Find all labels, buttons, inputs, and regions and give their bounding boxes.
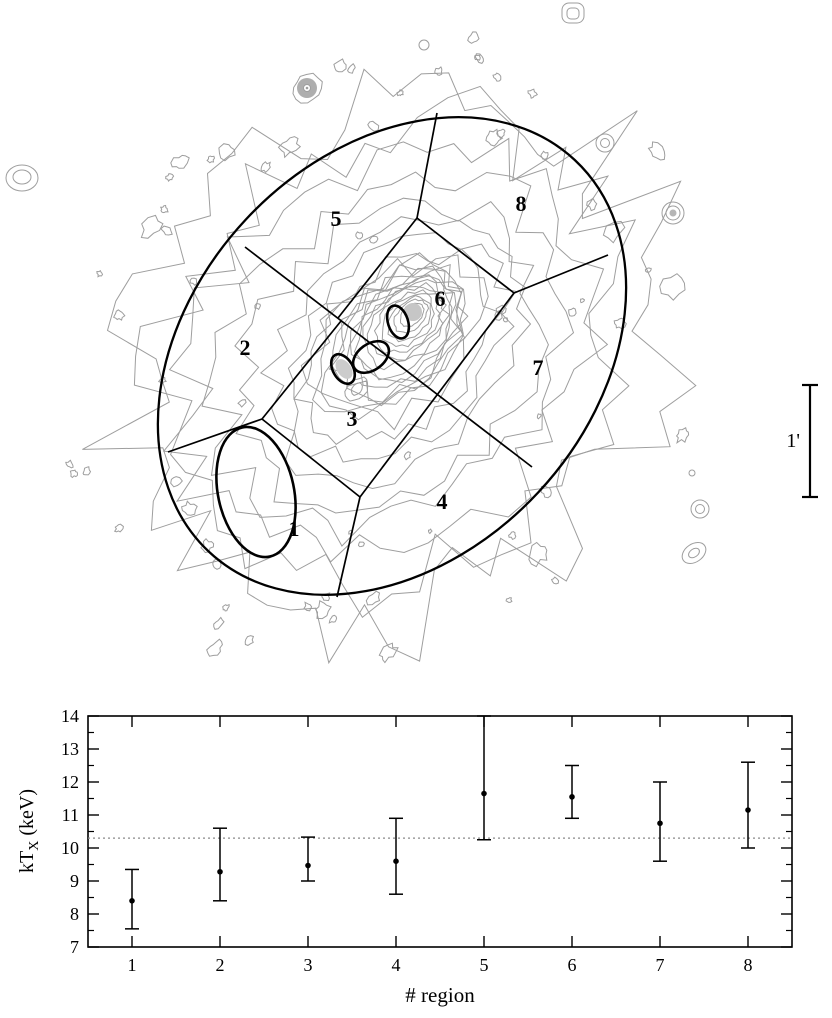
- x-tick-label: 2: [215, 955, 225, 975]
- source-contour: [419, 40, 429, 50]
- field-blob: [115, 524, 124, 532]
- field-blob: [429, 529, 432, 533]
- x-tick-label: 3: [303, 955, 313, 975]
- field-blob: [141, 215, 163, 238]
- data-point: [745, 807, 751, 813]
- source-contour: [670, 210, 677, 217]
- field-blob: [166, 174, 174, 181]
- y-tick-label: 7: [70, 937, 79, 957]
- field-blob: [552, 577, 559, 584]
- field-blob: [348, 64, 356, 73]
- sector-divider: [417, 218, 514, 293]
- point-source-dot: [306, 87, 309, 90]
- data-point: [129, 898, 135, 904]
- region-label-1: 1: [288, 516, 300, 541]
- source-contour: [6, 165, 38, 191]
- x-tick-label: 5: [479, 955, 489, 975]
- y-axis-label: $kT_X$ (keV): [16, 789, 42, 873]
- field-blob: [279, 137, 301, 158]
- sector-divider: [168, 419, 262, 452]
- y-tick-label: 14: [61, 706, 79, 726]
- field-blob: [182, 501, 198, 515]
- field-blob: [359, 542, 365, 547]
- source-contour: [601, 139, 610, 148]
- y-tick-label: 12: [61, 772, 79, 792]
- field-blob: [83, 467, 90, 475]
- field-blob: [468, 32, 479, 43]
- scale-bar-label: 1': [786, 430, 800, 452]
- field-blob: [171, 477, 183, 487]
- y-tick-label: 8: [70, 904, 79, 924]
- field-blob: [114, 310, 125, 320]
- field-blob: [537, 414, 541, 419]
- region-label-8: 8: [515, 191, 527, 216]
- field-blob: [435, 67, 442, 75]
- source-contour: [562, 3, 584, 23]
- field-blob: [569, 308, 576, 316]
- plot-frame: [88, 716, 792, 947]
- source-contour: [691, 500, 709, 518]
- x-tick-label: 4: [391, 955, 401, 975]
- data-point: [569, 794, 575, 800]
- data-point: [305, 863, 311, 869]
- field-blob: [677, 428, 689, 443]
- field-blob: [509, 532, 516, 540]
- scale-bar: [786, 385, 818, 497]
- field-blob: [261, 162, 270, 173]
- source-contour: [567, 8, 579, 19]
- sector-divider: [262, 321, 341, 419]
- source-contour: [696, 505, 705, 514]
- source-contour: [13, 170, 31, 184]
- chart-axes: [61, 706, 792, 975]
- chart-series: [88, 716, 792, 929]
- x-tick-label: 6: [567, 955, 577, 975]
- source-contour: [596, 134, 614, 152]
- region-label-5: 5: [330, 206, 342, 231]
- data-point: [217, 869, 223, 875]
- field-blob: [649, 142, 665, 160]
- field-blob: [238, 400, 246, 407]
- data-point: [657, 820, 663, 826]
- field-blob: [190, 278, 197, 285]
- region-label-2: 2: [239, 335, 251, 360]
- y-tick-label: 11: [61, 805, 79, 825]
- field-blob: [660, 274, 685, 300]
- field-blob: [161, 226, 172, 235]
- field-blob: [207, 156, 214, 163]
- field-blob: [223, 605, 229, 611]
- field-blob: [528, 89, 537, 98]
- x-tick-label: 8: [743, 955, 753, 975]
- field-blob: [404, 452, 410, 460]
- field-blob: [366, 591, 379, 605]
- field-blob: [161, 206, 168, 213]
- field-blob: [493, 73, 501, 81]
- field-blob: [171, 155, 189, 168]
- y-tick-label: 9: [70, 871, 79, 891]
- outer-contour: [134, 86, 635, 617]
- data-point: [481, 791, 487, 797]
- field-blob: [368, 121, 379, 131]
- x-axis-label: # region: [405, 983, 475, 1007]
- field-blob: [506, 598, 512, 603]
- y-tick-label: 10: [61, 838, 79, 858]
- field-blob: [304, 602, 312, 611]
- field-blob: [356, 232, 363, 239]
- field-blob: [334, 59, 346, 72]
- sector-divider: [514, 255, 608, 293]
- field-blob: [529, 543, 547, 567]
- y-tick-label: 13: [61, 739, 79, 759]
- region-label-3: 3: [346, 406, 358, 431]
- temperature-profile-chart: [0, 690, 832, 1018]
- x-tick-label: 7: [655, 955, 665, 975]
- source-contour: [689, 470, 695, 476]
- data-point: [393, 858, 399, 864]
- source-contour: [687, 546, 701, 559]
- field-blob: [97, 271, 103, 277]
- outer-contour: [164, 139, 608, 562]
- analysis-ellipse: [63, 24, 721, 689]
- source-contour: [678, 538, 710, 568]
- field-blob: [66, 460, 73, 468]
- field-blob: [70, 470, 77, 477]
- region-label-4: 4: [436, 489, 448, 514]
- region-label-7: 7: [532, 355, 544, 380]
- field-blob: [541, 151, 548, 159]
- x-tick-label: 1: [127, 955, 137, 975]
- field-blob: [329, 615, 336, 623]
- field-blob: [581, 299, 585, 303]
- field-blob: [397, 90, 403, 96]
- field-blob: [245, 636, 253, 646]
- region-label-6: 6: [434, 286, 446, 311]
- field-blob: [207, 639, 223, 656]
- region-overlay: [63, 24, 721, 689]
- field-blob: [214, 618, 224, 630]
- region-labels: [240, 191, 544, 541]
